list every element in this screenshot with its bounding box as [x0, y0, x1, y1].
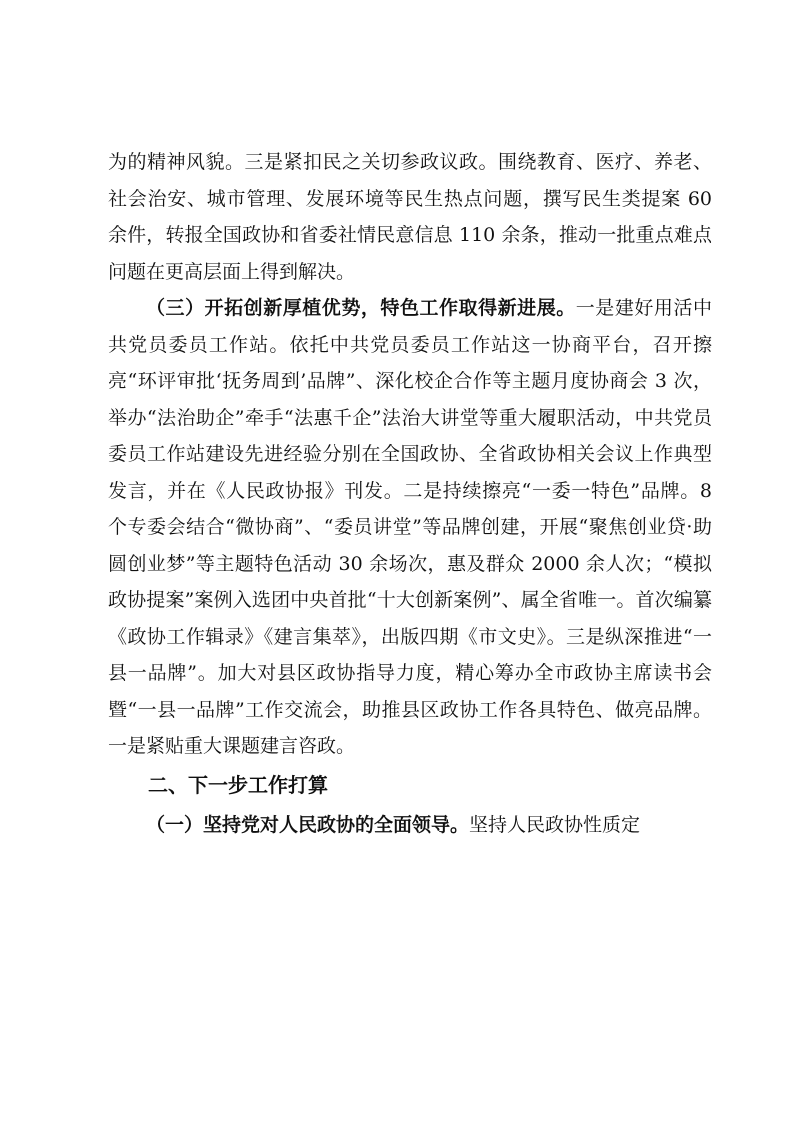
paragraph-livelihood-proposals	[108, 144, 712, 290]
paragraph-party-leadership	[108, 807, 712, 844]
paragraph-text: 一是建好用活中共党员委员工作站。依托中共党员委员工作站这一协商平台，召开擦亮“环评审批‘抚务周到’品牌”、深化校企合作等主题月度协商会 3 次，举办“法治助企”牵手“法惠千企”法治大讲堂等重大履职活动，中共党员委员工作站建设先进经验分别在全国政协、全省政协相关会议上作典型发言，并在《人民政协报》刊发。二是持续擦亮“一委一特色”品牌。8 个专委会结合“微协商”、“委员讲堂”等品牌创建，开展“聚焦创业贷·助圆创业梦”等主题特色活动 30 余场次，惠及群众 2000 余人次；“模拟政协提案”案例入选团中央首批“十大创新案例”、属全省唯一。首次编纂《政协工作辑录》《建言集萃》，出版四期《市文史》。三是纵深推进“一县一品牌”。加大对县区政协指导力度，精心筹办全市政协主席读书会暨“一县一品牌”工作交流会，助推县区政协工作各具特色、做亮品牌。一是紧贴重大课题建言咨政。	[108, 297, 712, 757]
paragraph-featured-work	[108, 290, 712, 765]
paragraph-text: 为的精神风貌。三是紧扣民之关切参政议政。围绕教育、医疗、养老、社会治安、城市管理、发展环境等民生热点问题，撰写民生类提案 60 余件，转报全国政协和省委社情民意信息 110 余条，推动一批重点难点问题在更高层面上得到解决。	[108, 151, 712, 283]
section-heading-next-steps: 二、下一步工作打算	[148, 772, 328, 797]
paragraph-lead-heading: （三）开拓创新厚植优势，特色工作取得新进展。	[146, 297, 576, 319]
paragraph-lead-heading: （一）坚持党对人民政协的全面领导。	[146, 814, 470, 836]
document-body	[108, 144, 712, 844]
paragraph-text: 坚持人民政协性质定	[469, 814, 641, 836]
